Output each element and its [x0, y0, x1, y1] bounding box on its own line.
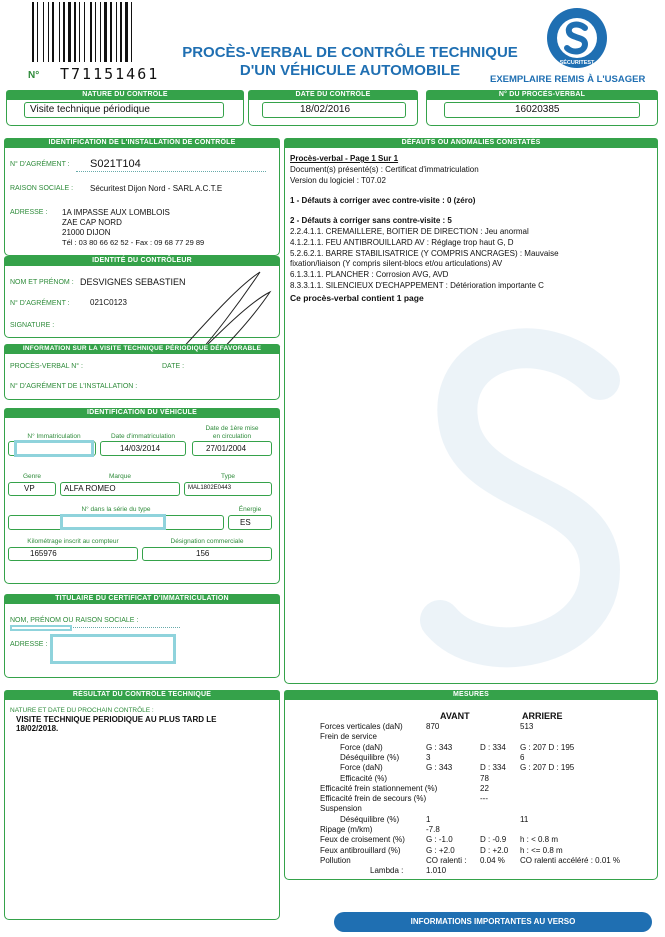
mesure-label: Pollution — [320, 855, 351, 865]
defauts-footer: Ce procès-verbal contient 1 page — [290, 293, 424, 303]
km-value: 165976 — [30, 549, 57, 558]
defauts-item: fixation/liaison (Y compris silent-blocs et/ou articulations) AV — [290, 259, 503, 268]
page-title-line2: D'UN VÉHICULE AUTOMOBILE — [239, 62, 461, 79]
mesure-value-1: -7.8 — [426, 825, 440, 834]
designation-value: 156 — [196, 549, 210, 558]
titulaire-adresse-label: ADRESSE : — [10, 641, 48, 648]
date-circ-value: 27/01/2004 — [206, 444, 247, 453]
mesure-label: Lambda : — [370, 866, 404, 876]
mesure-value-2: D : 334 — [480, 742, 506, 752]
energie-label: Énergie — [238, 506, 262, 513]
mesure-value-2: D : 334 — [480, 763, 506, 773]
page-title-line1: PROCÈS-VERBAL DE CONTRÔLE TECHNIQUE — [182, 44, 518, 61]
controleur-agrement-value: 021C0123 — [90, 298, 127, 307]
energie-value: ES — [240, 518, 251, 527]
date-value: 18/02/2016 — [300, 104, 351, 115]
titulaire-header: TITULAIRE DU CERTIFICAT D'IMMATRICULATION — [4, 594, 280, 604]
mesure-value-3: h : <= 0.8 m — [520, 845, 563, 855]
visite-pv-label: PROCÈS-VERBAL N° : — [10, 363, 83, 370]
installation-adresse-3: 21000 DIJON — [62, 228, 111, 237]
controleur-nom-value: DESVIGNES SEBASTIEN — [80, 277, 186, 287]
watermark — [420, 320, 640, 680]
watermark-icon — [420, 320, 640, 680]
barcode-icon — [28, 2, 160, 64]
date-header: DATE DU CONTRÔLE — [248, 90, 418, 100]
mesure-value-3: 513 — [520, 722, 534, 731]
type-label: Type — [220, 473, 236, 480]
nature-value: Visite technique périodique — [30, 104, 150, 115]
installation-raison-label: RAISON SOCIALE : — [10, 185, 74, 192]
installation-agrement-label: N° D'AGRÉMENT : — [10, 161, 70, 168]
mesure-label: Ripage (m/km) — [320, 825, 373, 834]
logo-text-bottom: SÉCURITEST — [559, 60, 595, 66]
date-immat-value: 14/03/2014 — [120, 444, 161, 453]
mesure-value-1: G : 343 — [426, 742, 453, 752]
visite-agrement-label: N° D'AGRÉMENT DE L'INSTALLATION : — [10, 383, 138, 390]
serie-redacted — [60, 514, 166, 530]
resultat-value-2: 18/02/2018. — [16, 724, 59, 733]
controleur-nom-label: NOM ET PRÉNOM : — [10, 279, 74, 286]
resultat-nature-label: NATURE ET DATE DU PROCHAIN CONTRÔLE : — [10, 707, 154, 714]
mesure-value-3: CO ralenti accéléré : 0.01 % — [520, 855, 621, 865]
mesure-value-3: G : 207 D : 195 — [520, 742, 575, 752]
mesure-value-3: 6 — [520, 752, 525, 762]
mesure-value-2: 22 — [480, 783, 489, 793]
defauts-page-title: Procès-verbal - Page 1 Sur 1 — [290, 154, 399, 163]
mesure-value-1: 870 — [426, 722, 440, 731]
defauts-section1: 1 - Défauts à corriger avec contre-visite : 0 (zéro) — [290, 196, 476, 205]
mesure-label: Déséquilibre (%) — [340, 814, 400, 824]
mesure-label: Forces verticales (daN) — [320, 722, 403, 731]
titulaire-adresse-redacted — [50, 634, 176, 664]
installation-adresse-label: ADRESSE : — [10, 209, 48, 216]
installation-header: IDENTIFICATION DE L'INSTALLATION DE CONTRÔLE — [4, 138, 280, 148]
date-immat-label: Date d'immatriculation — [110, 433, 176, 440]
pv-value: 16020385 — [515, 104, 560, 115]
mesure-label: Force (daN) — [340, 742, 383, 752]
mesure-label: Déséquilibre (%) — [340, 752, 400, 762]
mesure-value-1: G : +2.0 — [426, 845, 455, 855]
date-circ-label-1: Date de 1ère mise — [205, 425, 259, 432]
mesure-value-1: 1 — [426, 814, 431, 824]
installation-agrement-value: S021T104 — [90, 158, 141, 170]
mesure-value-2: 0.04 % — [480, 855, 505, 865]
barcode — [28, 2, 160, 64]
resultat-value-1: VISITE TECHNIQUE PERIODIQUE AU PLUS TARD LE — [16, 715, 217, 724]
resultat-header: RÉSULTAT DU CONTRÔLE TECHNIQUE — [4, 690, 280, 700]
marque-label: Marque — [108, 473, 132, 480]
mesure-value-2: 78 — [480, 773, 489, 783]
mesure-value-1: G : -1.0 — [426, 835, 453, 845]
nature-header: NATURE DU CONTRÔLE — [6, 90, 244, 100]
mesure-value-1: CO ralenti : — [426, 855, 467, 865]
installation-raison-value: Sécuritest Dijon Nord - SARL A.C.T.E — [90, 184, 223, 193]
designation-label: Désignation commerciale — [170, 538, 244, 545]
genre-value: VP — [24, 484, 35, 493]
mesure-label: Efficacité frein de secours (%) — [320, 794, 427, 804]
vehicule-header: IDENTIFICATION DU VÉHICULE — [4, 408, 280, 418]
defauts-item: 6.1.3.1.1. PLANCHER : Corrosion AVG, AVD — [290, 270, 449, 279]
mesure-label: Frein de service — [320, 732, 377, 742]
serial-prefix: N° — [28, 70, 40, 81]
immat-redacted — [14, 440, 94, 457]
genre-label: Genre — [22, 473, 42, 480]
serie-label: N° dans la série du type — [81, 506, 151, 513]
titulaire-nom-redacted — [10, 625, 72, 631]
mesures-header: MESURES — [284, 690, 658, 700]
defauts-header: DÉFAUTS OU ANOMALIES CONSTATÉS — [284, 138, 658, 148]
km-label: Kilométrage inscrit au compteur — [27, 538, 119, 545]
defauts-docs: Document(s) présenté(s) : Certificat d'immatriculation — [290, 165, 479, 174]
mesure-label: Suspension — [320, 804, 362, 814]
defauts-item: 8.3.3.1.1. SILENCIEUX D'ECHAPPEMENT : Détérioration importante C — [290, 281, 544, 290]
mesure-value-1: 3 — [426, 752, 431, 762]
defauts-version: Version du logiciel : T07.02 — [290, 176, 386, 185]
installation-adresse-1: 1A IMPASSE AUX LOMBLOIS — [62, 208, 170, 217]
defauts-item: 2.2.4.1.1. CREMAILLERE, BOITIER DE DIRECTION : Jeu anormal — [290, 227, 529, 236]
controleur-agrement-label: N° D'AGRÉMENT : — [10, 300, 70, 307]
date-circ-label-2: en circulation — [212, 433, 252, 440]
mesure-value-3: 11 — [520, 814, 529, 824]
mesure-label: Force (daN) — [340, 763, 383, 773]
mesure-value-1: 1.010 — [426, 866, 447, 876]
type-value: MAL1802E0443 — [188, 485, 232, 491]
mesure-value-2: --- — [480, 794, 488, 804]
marque-value: ALFA ROMEO — [64, 484, 116, 493]
mesures-avant: AVANT — [440, 711, 470, 721]
controleur-signature-label: SIGNATURE : — [10, 322, 55, 329]
mesure-value-1: G : 343 — [426, 763, 453, 773]
defauts-item: 4.1.2.1.1. FEU ANTIBROUILLARD AV : Réglage trop haut G, D — [290, 238, 514, 247]
mesure-value-3: G : 207 D : 195 — [520, 763, 575, 773]
verso-banner: INFORMATIONS IMPORTANTES AU VERSO — [334, 912, 652, 932]
mesure-value-3: h : < 0.8 m — [520, 835, 559, 845]
mesure-label: Efficacité frein stationnement (%) — [320, 783, 438, 793]
defauts-item: 5.2.6.2.1. BARRE STABILISATRICE (Y COMPRIS ANCRAGES) : Mauvaise — [290, 249, 559, 258]
mesure-label: Feux de croisement (%) — [320, 835, 405, 845]
defauts-section2: 2 - Défauts à corriger sans contre-visite : 5 — [290, 216, 452, 225]
installation-adresse-2: ZAE CAP NORD — [62, 218, 122, 227]
pv-header: N° DU PROCÈS-VERBAL — [426, 90, 658, 100]
mesures-arriere: ARRIERE — [522, 711, 563, 721]
mesure-label: Efficacité (%) — [340, 773, 387, 783]
mesure-value-2: D : +2.0 — [480, 845, 509, 855]
controleur-header: IDENTITÉ DU CONTRÔLEUR — [4, 256, 280, 266]
mesure-label: Feux antibrouillard (%) — [320, 845, 401, 855]
serial-number: T71151461 — [60, 65, 160, 83]
installation-adresse-4: Tél : 03 80 66 62 52 - Fax : 09 68 77 29 89 — [62, 238, 205, 247]
km-field — [8, 547, 138, 561]
immat-label: N° Immatriculation — [27, 433, 81, 440]
mesure-value-2: D : -0.9 — [480, 835, 507, 845]
titulaire-nom-label: NOM, PRÉNOM OU RAISON SOCIALE : — [10, 617, 139, 624]
visite-date-label: DATE : — [162, 363, 185, 370]
visite-header: INFORMATION SUR LA VISITE TECHNIQUE PÉRIODIQUE DÉFAVORABLE — [4, 344, 280, 354]
exemplaire-label: EXEMPLAIRE REMIS À L'USAGER — [490, 74, 646, 85]
